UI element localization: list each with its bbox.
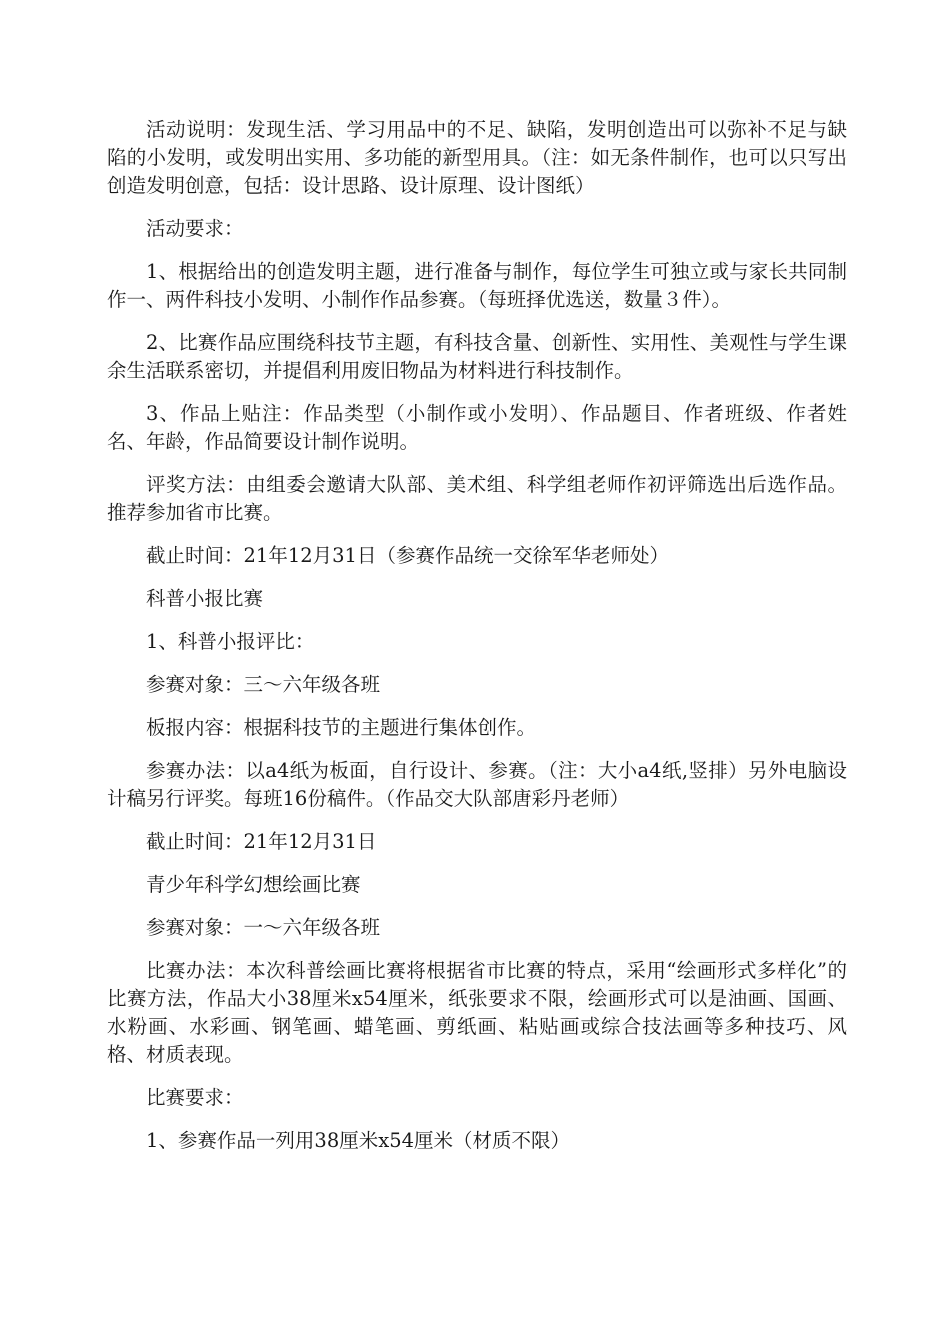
paragraph-newspaper-method: 参赛办法：以a4纸为板面，自行设计、参赛。（注：大小a4纸,竖排）另外电脑设计稿另行评奖。每班16份稿件。（作品交大队部唐彩丹老师）: [107, 759, 847, 810]
paragraph-award-method: 评奖方法：由组委会邀请大队部、美术组、科学组老师作初评筛选出后选作品。推荐参加省市比赛。: [107, 473, 847, 524]
paragraph-requirement-3: 3、作品上贴注：作品类型（小制作或小发明）、作品题目、作者班级、作者姓名、年龄，作品简要设计制作说明。: [107, 402, 847, 453]
paragraph-activity-description: 活动说明：发现生活、学习用品中的不足、缺陷，发明创造出可以弥补不足与缺陷的小发明，或发明出实用、多功能的新型用具。（注：如无条件制作，也可以只写出创造发明创意，包括：设计思路、设计原理、设计图纸）: [107, 118, 847, 197]
paragraph-newspaper-participants: 参赛对象：三～六年级各班: [146, 673, 381, 696]
paragraph-contest-requirements-heading: 比赛要求：: [146, 1086, 244, 1109]
paragraph-painting-participants: 参赛对象：一～六年级各班: [146, 916, 381, 939]
paragraph-painting-method: 比赛办法：本次科普绘画比赛将根据省市比赛的特点，采用“绘画形式多样化”的比赛方法，作品大小38厘米x54厘米，纸张要求不限，绘画形式可以是油画、国画、水粉画、水彩画、钢笔画、蜡笔画、剪纸画、粘贴画或综合技法画等多种技巧、风格、材质表现。: [107, 959, 847, 1066]
paragraph-contest-requirement-1: 1、参赛作品一列用38厘米x54厘米（材质不限）: [146, 1129, 571, 1152]
paragraph-requirement-2: 2、比赛作品应围绕科技节主题，有科技含量、创新性、实用性、美观性与学生课余生活联系密切，并提倡利用废旧物品为材料进行科技制作。: [107, 331, 847, 382]
paragraph-requirement-1: 1、根据给出的创造发明主题，进行准备与制作，每位学生可独立或与家长共同制作一、两件科技小发明、小制作作品参赛。（每班择优选送，数量３件）。: [107, 260, 847, 311]
document-body: [107, 116, 847, 1170]
paragraph-activity-requirements-heading: 活动要求：: [146, 217, 244, 240]
paragraph-deadline-2: 截止时间：21年12月31日: [146, 830, 377, 853]
paragraph-painting-contest-title: 青少年科学幻想绘画比赛: [146, 873, 361, 896]
paragraph-science-newspaper-title: 科普小报比赛: [146, 587, 264, 610]
paragraph-newspaper-content: 板报内容：根据科技节的主题进行集体创作。: [146, 716, 537, 739]
paragraph-deadline-1: 截止时间：21年12月31日（参赛作品统一交徐军华老师处）: [146, 544, 669, 567]
paragraph-newspaper-evaluation: 1、科普小报评比：: [146, 630, 315, 653]
